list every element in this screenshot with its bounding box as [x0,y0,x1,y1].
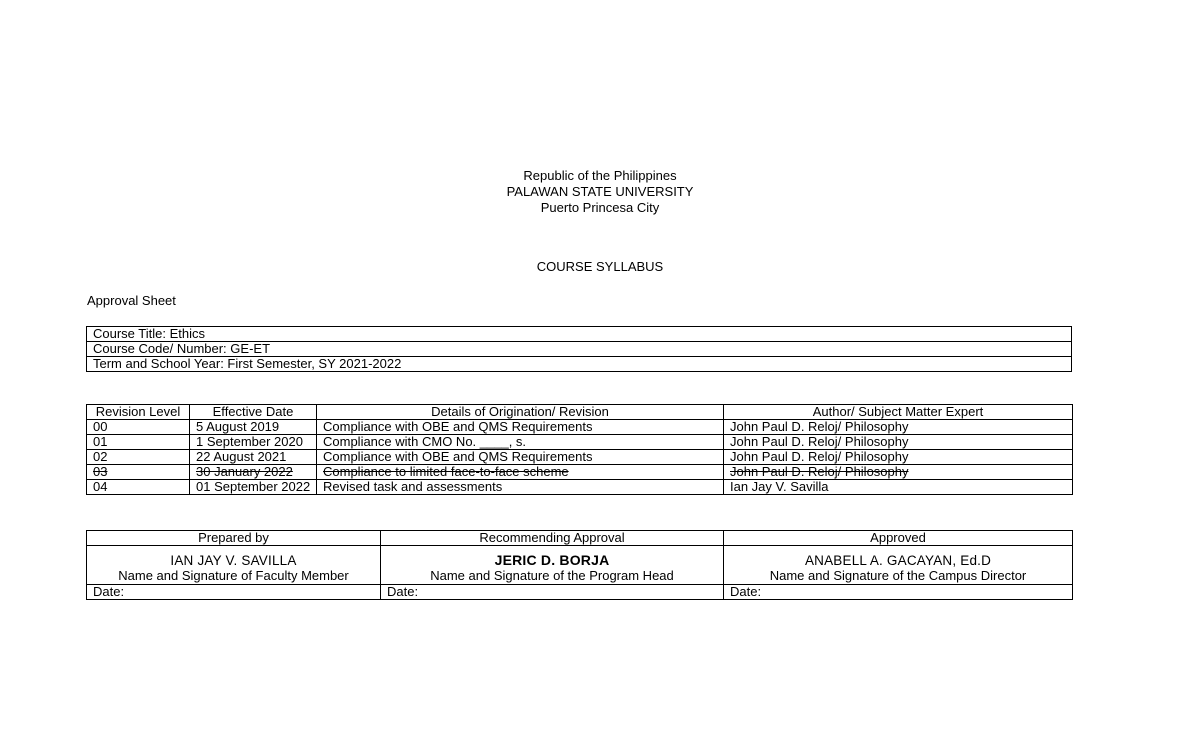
effective-date: 22 August 2021 [190,450,317,465]
term-cell: Term and School Year: First Semester, SY 2021-2022 [87,357,1072,372]
header-recommending-approval: Recommending Approval [381,531,724,546]
table-row [87,450,1073,465]
recommending-date: Date: [381,585,724,600]
header-city: Puerto Princesa City [540,200,660,215]
table-row [87,480,1073,495]
table-header-row [87,405,1073,420]
effective-date: 5 August 2019 [190,420,317,435]
header-author: Author/ Subject Matter Expert [724,405,1073,420]
date-row [87,585,1073,600]
recommending-signature-cell [381,546,724,585]
table-row [87,435,1073,450]
revision-table [86,404,1073,495]
table-row [87,327,1072,342]
course-info-table [86,326,1072,372]
revision-details: Compliance to limited face-to-face scheme [317,465,724,480]
prepared-name: IAN JAY V. SAVILLA [170,553,297,568]
table-header-row [87,531,1073,546]
effective-date: 01 September 2022 [190,480,317,495]
approved-signature-cell [724,546,1073,585]
course-title-cell: Course Title: Ethics [87,327,1072,342]
header-details: Details of Origination/ Revision [317,405,724,420]
prepared-role: Name and Signature of Faculty Member [118,568,349,583]
university-header [0,168,1200,216]
revision-level: 04 [87,480,190,495]
revision-level: 01 [87,435,190,450]
header-effective-date: Effective Date [190,405,317,420]
header-revision-level: Revision Level [87,405,190,420]
recommending-role: Name and Signature of the Program Head [430,568,674,583]
signature-row [87,546,1073,585]
course-code-cell: Course Code/ Number: GE-ET [87,342,1072,357]
effective-date: 1 September 2020 [190,435,317,450]
prepared-date: Date: [87,585,381,600]
page-title: COURSE SYLLABUS [536,259,664,274]
table-row-struck [87,465,1073,480]
header-republic: Republic of the Philippines [523,168,677,183]
revision-author: John Paul D. Reloj/ Philosophy [724,450,1073,465]
revision-author: Ian Jay V. Savilla [724,480,1073,495]
revision-details: Compliance with OBE and QMS Requirements [317,450,724,465]
effective-date: 30 January 2022 [190,465,317,480]
revision-author: John Paul D. Reloj/ Philosophy [724,420,1073,435]
recommending-name: JERIC D. BORJA [494,552,610,568]
table-row [87,420,1073,435]
header-approved: Approved [724,531,1073,546]
revision-details: Compliance with CMO No. ____, s. [317,435,724,450]
table-row [87,357,1072,372]
approved-date: Date: [724,585,1073,600]
revision-author: John Paul D. Reloj/ Philosophy [724,465,1073,480]
approved-name: ANABELL A. GACAYAN, Ed.D [804,553,992,568]
revision-level: 00 [87,420,190,435]
approval-sheet-label: Approval Sheet [87,293,176,308]
revision-author: John Paul D. Reloj/ Philosophy [724,435,1073,450]
revision-level: 03 [87,465,190,480]
table-row [87,342,1072,357]
signature-table [86,530,1073,600]
revision-details: Compliance with OBE and QMS Requirements [317,420,724,435]
approved-role: Name and Signature of the Campus Director [769,568,1027,583]
revision-level: 02 [87,450,190,465]
header-prepared-by: Prepared by [87,531,381,546]
header-university: PALAWAN STATE UNIVERSITY [506,184,694,199]
prepared-signature-cell [87,546,381,585]
revision-details: Revised task and assessments [317,480,724,495]
